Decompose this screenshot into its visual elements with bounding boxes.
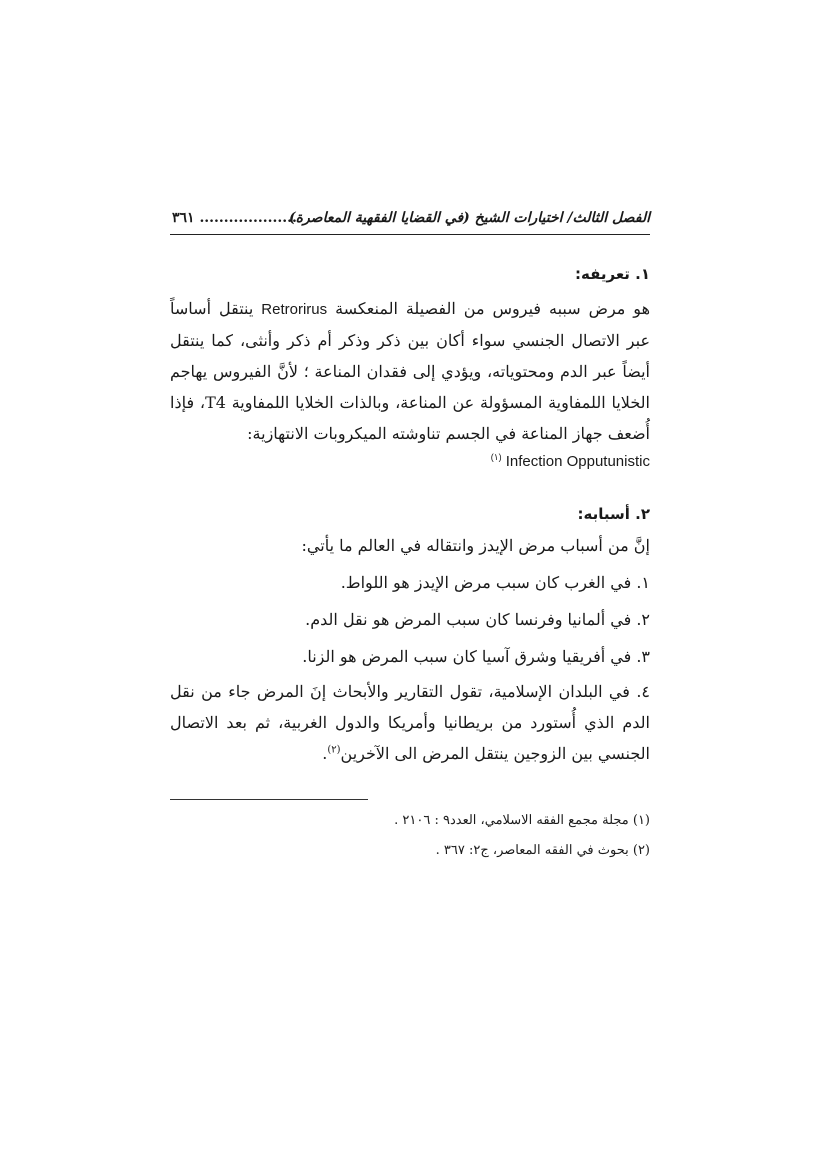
latin-term: Infection Opputunistic — [505, 453, 650, 470]
footnote-separator — [170, 799, 368, 800]
footnote-2: (٢) بحوث في الفقه المعاصر، ج٢: ٣٦٧ . — [435, 843, 650, 858]
latin-term-line — [170, 449, 650, 475]
cause-item-1: ١. في الغرب كان سبب مرض الإيدز هو اللواط. — [340, 573, 650, 592]
cause-item-3: ٣. في أفريقيا وشرق آسيا كان سبب المرض هو الزنا. — [302, 647, 650, 666]
cause-item-4-end: . — [322, 744, 328, 763]
page — [170, 208, 650, 862]
footnote-1: (١) مجلة مجمع الفقه الاسلامي، العدد٩ : ٢١٠٦ . — [394, 813, 650, 828]
definition-heading: ١. تعريفه: — [574, 265, 650, 283]
causes-intro: إنَّ من أسباب مرض الإيدز وانتقاله في العالم ما يأتي: — [301, 536, 650, 555]
footnote-ref-2: (٢) — [327, 744, 341, 756]
cause-item-4 — [170, 676, 650, 769]
definition-text-start: هو مرض سببه فيروس من الفصيلة المنعكسة — [327, 299, 651, 318]
cause-item-4-text: ٤. في البلدان الإسلامية، تقول التقارير والأبحاث إنَ المرض جاء من نقل الدم الذي أُستورد من بريطانيا وأمريكا والدول الغربية، ثم بعد الاتصال الجنسي بين الزوجين ينتقل المرض الى الآخرين — [170, 682, 651, 763]
cause-item-2: ٢. في ألمانيا وفرنسا كان سبب المرض هو نقل الدم. — [305, 610, 650, 629]
causes-heading: ٢. أسبابه: — [577, 505, 650, 523]
definition-paragraph — [170, 293, 650, 449]
page-number: ٣٦١ — [172, 210, 195, 226]
page-number-group — [172, 210, 297, 226]
chapter-title: الفصل الثالث/ اختيارات الشيخ (في القضايا الفقهية المعاصرة) — [289, 210, 650, 226]
footnote-ref-1: (١) — [490, 452, 502, 462]
definition-text-mid: ينتقل — [218, 299, 262, 318]
running-header — [170, 208, 650, 235]
virus-family-name: Retrorirus — [261, 301, 328, 318]
header-dots: .................... — [199, 210, 297, 226]
definition-text-rest: أساساً عبر الاتصال الجنسي سواء أكان بين ذكر وذكر أم ذكر وأنثى، كما ينتقل أيضاً عبر الدم ومحتوياته، ويؤدي إلى فقدان المناعة ؛ لأنَّ الفيروس يهاجم الخلايا اللمفاوية المسؤولة عن المناعة، وبالذات الخلايا اللمفاوية T4، فإذا أُضعف جهاز المناعة في الجسم تناوشته الميكروبات الانتهازية: — [170, 299, 650, 443]
